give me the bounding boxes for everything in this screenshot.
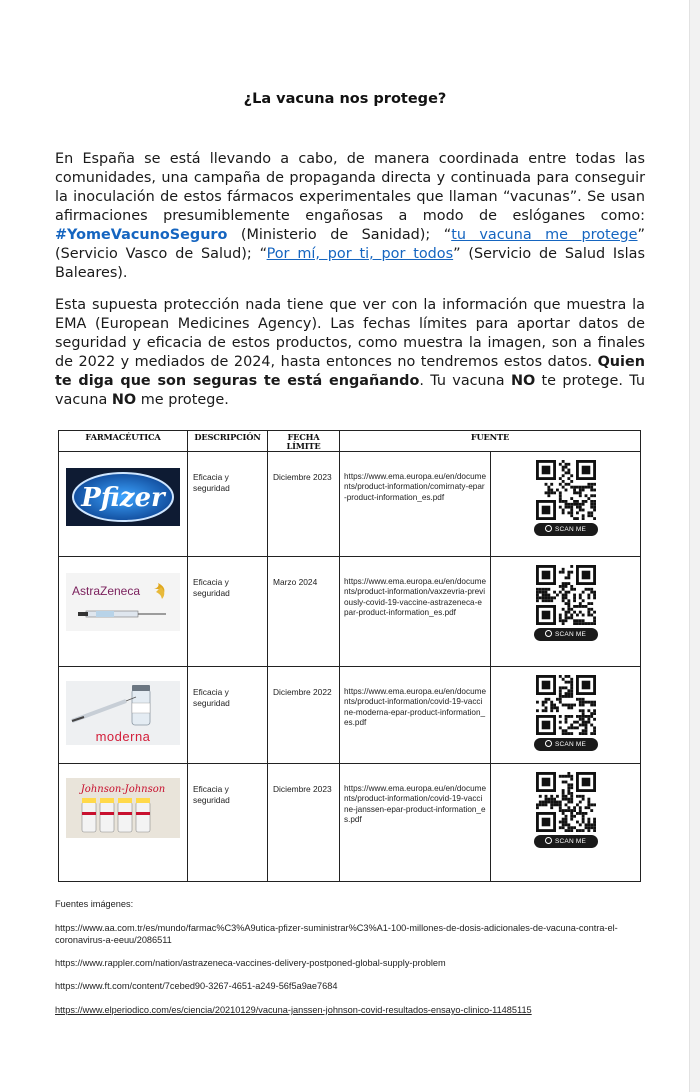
sources-title: Fuentes imágenes: <box>55 899 134 909</box>
p2-text-3: te protege. Tu vacuna <box>55 373 645 408</box>
p2-bold-1: Quien te diga que son seguras te está engañando <box>55 354 645 389</box>
url-cell[interactable]: https://www.ema.europa.eu/en/documents/product-information/vaxzevria-previously-covid-19-vaccine-astrazeneca-epar-product-information_es.pdf <box>340 557 491 667</box>
table-row <box>59 557 641 667</box>
jnj-logo-image <box>66 778 180 838</box>
qr-cell <box>491 557 641 667</box>
moderna-logo-image <box>66 681 180 745</box>
pfizer-logo-image <box>66 468 180 526</box>
header-date: FECHA LÍMITE <box>268 431 340 452</box>
source-link[interactable]: https://www.aa.com.tr/es/mundo/farmac%C3%A9utica-pfizer-suministrar%C3%A1-100-millones-de-dosis-adicionales-de-vacuna-contra-el-coronavirus-a-eeuu/2086511 <box>55 923 618 945</box>
qr-code-icon[interactable] <box>536 772 596 832</box>
description-cell: Eficacia y seguridad <box>188 452 268 557</box>
jnj-wordmark: Johnson-Johnson <box>80 784 166 795</box>
vaccine-table <box>58 430 641 882</box>
source-link[interactable]: https://www.elperiodico.com/es/ciencia/20210129/vacuna-janssen-johnson-covid-resultados-ensayo-clinico-11485115 <box>55 1005 532 1015</box>
qr-cell <box>491 667 641 764</box>
scan-icon <box>545 837 552 844</box>
hashtag-link[interactable]: #YomeVacunoSeguro <box>55 227 228 243</box>
date-cell: Marzo 2024 <box>268 557 340 667</box>
scan-me-badge: SCAN ME <box>534 523 598 536</box>
qr-cell <box>491 452 641 557</box>
scan-me-badge: SCAN ME <box>534 835 598 848</box>
p2-bold-2: NO <box>510 373 536 389</box>
description-cell: Eficacia y seguridad <box>188 667 268 764</box>
scan-icon <box>545 740 552 747</box>
p2-text-4: me protege. <box>136 392 229 408</box>
scan-me-badge: SCAN ME <box>534 738 598 751</box>
date-cell: Diciembre 2022 <box>268 667 340 764</box>
slogan-link-vasco[interactable]: tu vacuna me protege <box>451 227 638 243</box>
p1-text-2: (Ministerio de Sanidad); “ <box>227 227 452 243</box>
scan-icon <box>545 525 552 532</box>
description-cell: Eficacia y seguridad <box>188 764 268 882</box>
table-row <box>59 667 641 764</box>
ema-paragraph <box>55 296 645 410</box>
page-title: ¿La vacuna nos protege? <box>243 91 447 107</box>
date-cell: Diciembre 2023 <box>268 452 340 557</box>
qr-code-icon[interactable] <box>536 565 596 625</box>
p1-text-4: ” (Servicio de Salud Islas Baleares). <box>55 246 645 281</box>
scan-icon <box>545 630 552 637</box>
p1-text-3: ” (Servicio Vasco de Salud); “ <box>55 227 645 262</box>
moderna-wordmark: moderna <box>95 729 151 744</box>
pharma-cell <box>59 452 188 557</box>
p2-text-1: Esta supuesta protección nada tiene que ver con la información que muestra la EMA (European Medicines Agency). Las fechas límites para aportar datos de seguridad y eficacia de estos productos, como muestra la imagen, son a finales de 2022 y mediados de 2024, hasta entonces no tendremos estos datos. <box>55 297 645 370</box>
source-link[interactable]: https://www.ft.com/content/7cebed90-3267-4651-a249-56f5a9ae7684 <box>55 981 338 991</box>
qr-cell <box>491 764 641 882</box>
p1-text-1: En España se está llevando a cabo, de manera coordinada entre todas las comunidades, una campaña de propaganda directa y continuada para conseguir la inoculación de estos fármacos experimentales que llaman “vacunas”. Se usan afirmaciones presumiblemente engañosas a modo de eslóganes como: <box>55 151 645 224</box>
table-row <box>59 764 641 882</box>
header-description: DESCRIPCIÓN <box>188 431 268 452</box>
qr-code-icon[interactable] <box>536 675 596 735</box>
pfizer-wordmark: Pfizer <box>81 483 165 513</box>
url-cell[interactable]: https://www.ema.europa.eu/en/documents/product-information/covid-19-vaccine-moderna-epar-product-information_es.pdf <box>340 667 491 764</box>
astrazeneca-logo-image <box>66 573 180 631</box>
table-header-row <box>59 431 641 452</box>
qr-code-icon[interactable] <box>536 460 596 520</box>
p2-text-2: . Tu vacuna <box>419 373 511 389</box>
pharma-cell <box>59 557 188 667</box>
p2-bold-3: NO <box>111 392 137 408</box>
pharma-cell <box>59 667 188 764</box>
source-link[interactable]: https://www.rappler.com/nation/astrazeneca-vaccines-delivery-postponed-global-supply-problem <box>55 958 446 968</box>
header-source: FUENTE <box>340 431 641 452</box>
description-cell: Eficacia y seguridad <box>188 557 268 667</box>
header-pharma: FARMACÉUTICA <box>59 431 188 452</box>
scan-me-badge: SCAN ME <box>534 628 598 641</box>
url-cell[interactable]: https://www.ema.europa.eu/en/documents/product-information/comirnaty-epar-product-information_es.pdf <box>340 452 491 557</box>
intro-paragraph <box>55 150 645 283</box>
pharma-cell <box>59 764 188 882</box>
astrazeneca-wordmark: AstraZeneca <box>72 584 141 598</box>
slogan-link-baleares[interactable]: Por mí, por ti, por todos <box>266 246 454 262</box>
table-row <box>59 452 641 557</box>
url-cell[interactable]: https://www.ema.europa.eu/en/documents/product-information/covid-19-vaccine-janssen-epar-product-information_es.pdf <box>340 764 491 882</box>
date-cell: Diciembre 2023 <box>268 764 340 882</box>
